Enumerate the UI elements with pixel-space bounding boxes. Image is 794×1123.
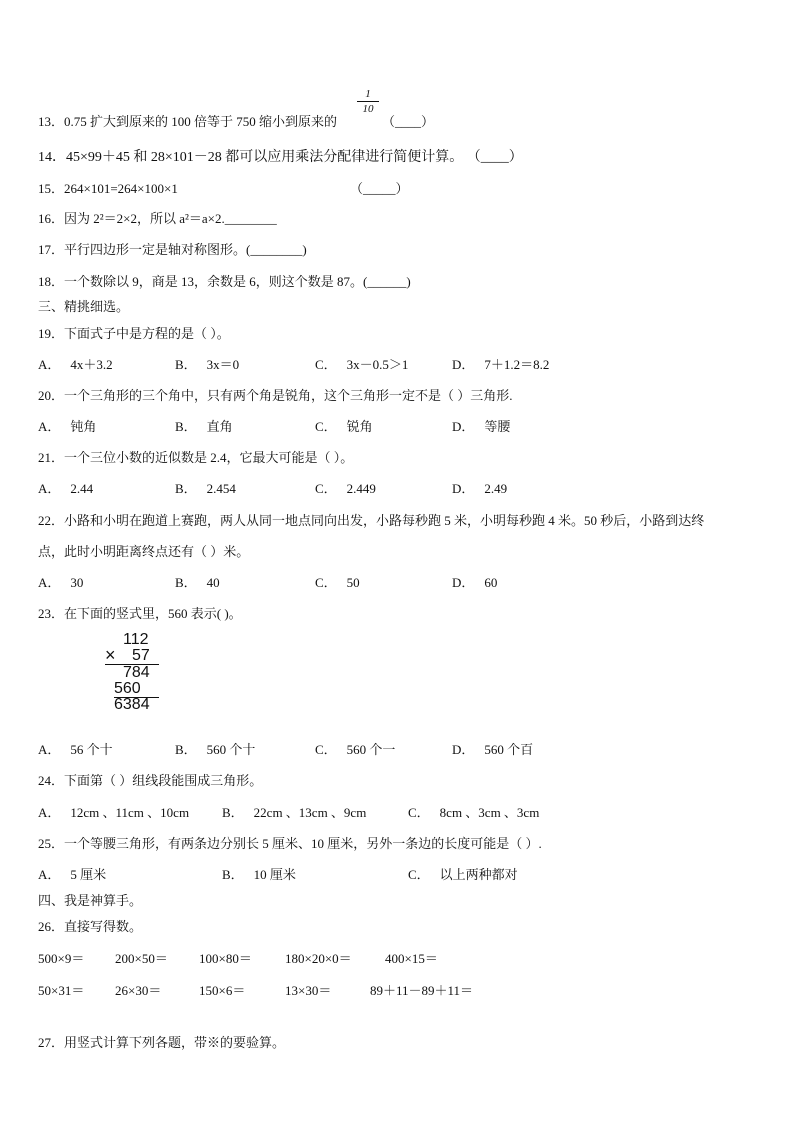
question-27: 27．用竖式计算下列各题，带※的要验算。	[38, 1035, 286, 1050]
question-25: 25．一个等腰三角形，有两条边分别长 5 厘米、10 厘米，另外一条边的长度可能是（ ）.	[38, 836, 542, 851]
question-17: 17．平行四边形一定是轴对称图形。(________)	[38, 242, 307, 257]
section-4-heading: 四、我是神算手。	[38, 893, 143, 908]
question-18: 18．一个数除以 9，商是 13，余数是 6，则这个数是 87。(______)	[38, 274, 411, 289]
option-b[interactable]: B． 10 厘米	[222, 867, 296, 882]
option-b[interactable]: B． 22cm 、13cm 、9cm	[222, 805, 367, 820]
option-d[interactable]: D． 60	[452, 575, 498, 590]
option-d[interactable]: D． 2.49	[452, 481, 508, 496]
option-a[interactable]: A． 4x＋3.2	[38, 357, 113, 372]
fraction-denominator: 10	[362, 103, 374, 115]
option-c[interactable]: C． 3x－0.5＞1	[315, 357, 409, 372]
question-15-blank[interactable]: （_____）	[350, 181, 409, 196]
question-23: 23．在下面的竖式里，560 表示( )。	[38, 606, 242, 621]
fraction-one-tenth	[357, 88, 379, 115]
question-21: 21．一个三位小数的近似数是 2.4，它最大可能是（ ）。	[38, 450, 354, 465]
option-a[interactable]: A． 2.44	[38, 481, 94, 496]
calc-item[interactable]: 50×31＝	[38, 983, 85, 998]
multiplier: 57	[132, 647, 150, 664]
option-a[interactable]: A． 56 个十	[38, 742, 113, 757]
option-c[interactable]: C． 50	[315, 575, 360, 590]
calc-item[interactable]: 500×9＝	[38, 951, 85, 966]
question-25-options	[38, 864, 778, 882]
question-19-options	[38, 354, 778, 372]
option-a[interactable]: A． 30	[38, 575, 84, 590]
question-16: 16．因为 2²＝2×2，所以 a²＝a×2.________	[38, 211, 277, 226]
option-c[interactable]: C． 以上两种都对	[408, 867, 518, 882]
option-a[interactable]: A． 5 厘米	[38, 867, 107, 882]
question-24-options	[38, 802, 778, 820]
option-a[interactable]: A． 钝角	[38, 419, 97, 434]
question-14: 14．45×99＋45 和 28×101－28 都可以应用乘法分配律进行简便计算。 （____）	[38, 150, 523, 165]
question-20: 20．一个三角形的三个角中，只有两个角是锐角，这个三角形一定不是（ ）三角形.	[38, 388, 513, 403]
fraction-numerator: 1	[365, 88, 371, 100]
fraction-bar	[357, 101, 379, 102]
option-a[interactable]: A． 12cm 、11cm 、10cm	[38, 805, 190, 820]
question-19: 19．下面式子中是方程的是（ ）。	[38, 326, 230, 341]
calc-item[interactable]: 180×20×0＝	[285, 951, 352, 966]
calc-item[interactable]: 100×80＝	[199, 951, 252, 966]
question-15: 15．264×101=264×100×1	[38, 181, 178, 196]
multiplicand: 112	[123, 631, 149, 648]
option-b[interactable]: B． 560 个十	[175, 742, 256, 757]
calc-item[interactable]: 26×30＝	[115, 983, 162, 998]
option-b[interactable]: B． 40	[175, 575, 220, 590]
calc-item[interactable]: 89＋11－89＋11＝	[370, 983, 474, 998]
calc-item[interactable]: 400×15＝	[385, 951, 438, 966]
option-b[interactable]: B． 直角	[175, 419, 233, 434]
question-13-blank[interactable]: （____）	[382, 114, 435, 129]
option-d[interactable]: D． 等腰	[452, 419, 511, 434]
product-result: 6384	[114, 696, 150, 713]
question-21-options	[38, 478, 778, 496]
option-b[interactable]: B． 3x＝0	[175, 357, 240, 372]
calc-item[interactable]: 150×6＝	[199, 983, 246, 998]
question-23-options	[38, 739, 778, 757]
question-26: 26．直接写得数。	[38, 919, 143, 934]
question-22-options	[38, 572, 778, 590]
option-c[interactable]: C． 8cm 、3cm 、3cm	[408, 805, 540, 820]
option-b[interactable]: B． 2.454	[175, 481, 236, 496]
partial-product-1: 784	[123, 664, 150, 681]
option-d[interactable]: D． 7＋1.2＝8.2	[452, 357, 550, 372]
question-13	[38, 111, 337, 130]
question-22-line-1: 22．小路和小明在跑道上赛跑，两人从同一地点同向出发，小路每秒跑 5 米，小明每秒跑 4 米。50 秒后，小路到达终	[38, 513, 705, 528]
option-c[interactable]: C． 锐角	[315, 419, 373, 434]
question-24: 24．下面第（ ）组线段能围成三角形。	[38, 773, 263, 788]
section-3-heading: 三、精挑细选。	[38, 299, 130, 314]
question-22-line-2: 点，此时小明距离终点还有（ ）米。	[38, 544, 250, 559]
option-c[interactable]: C． 2.449	[315, 481, 376, 496]
calc-item[interactable]: 200×50＝	[115, 951, 168, 966]
option-c[interactable]: C． 560 个一	[315, 742, 396, 757]
calc-item[interactable]: 13×30＝	[285, 983, 332, 998]
question-20-options	[38, 416, 778, 434]
multiply-sign: ×	[105, 645, 116, 665]
question-13-text: 13．0.75 扩大到原来的 100 倍等于 750 缩小到原来的	[38, 114, 338, 129]
partial-product-2: 560	[114, 680, 141, 697]
option-d[interactable]: D． 560 个百	[452, 742, 534, 757]
